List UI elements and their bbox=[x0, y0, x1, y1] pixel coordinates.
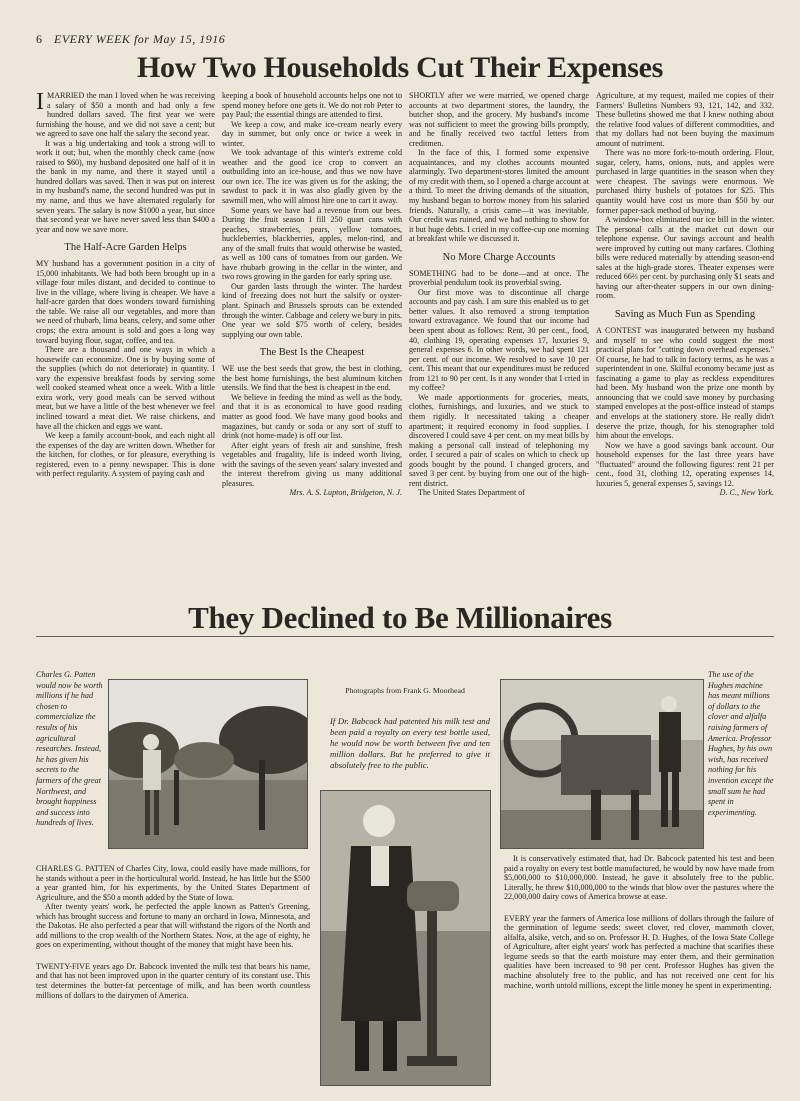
article1-column-3 bbox=[409, 91, 589, 609]
paragraph: SOMETHING had to be done—and at once. The proverbial pendulum took its proverbial swing. bbox=[409, 268, 589, 288]
hughes-caption: The use of the Hughes machine has meant millions of dollars to the clover and alfalfa raising farmers of America. Professor Hughes, by his own wish, has received nothing for his invention except the small sum he had spent in experimenting. bbox=[708, 670, 774, 817]
signature-dc: D. C., New York. bbox=[719, 488, 774, 498]
paragraph: MY husband has a government position in a city of 15,000 inhabitants. We had both been brought up in a village four miles distant, and decided to continue to live in the village, where living is cheaper. We have a half-acre garden that does wonders toward furnishing the table. We raise all our vegetables, and more than we need of rhubarb, lima beans, celery, and some other crops; the extra amount is sold and goes a long way toward buying flour, sugar, coffee, and tea. bbox=[36, 259, 215, 345]
paragraph: There are a thousand and one ways in which a housewife can economize. One is by buying some of the supplies (which do not deteriorate) in quantity. I vary the expensive breakfast foods by serving some well cooked steamed wheat once a week. With a little extra work, very good meals can be served without meat, but we have a little of the best whenever we feel inclined toward a meat diet. We raise chickens, and have all the chicken and eggs we want. bbox=[36, 345, 215, 431]
paragraph: keeping a book of household accounts helps one not to spend money before one gets it. We do not rob Peter to pay Paul; the essential things are attended to first. bbox=[222, 91, 402, 120]
photo-hughes-machine bbox=[500, 679, 704, 849]
running-header bbox=[36, 32, 225, 47]
paragraph: The United States Department of bbox=[418, 488, 525, 498]
paragraph: SHORTLY after we were married, we opened charge accounts at two department stores, the laundry, the butcher shop, and the grocery. My husband's income was not sufficient to meet the growing bills promptly, and he finally received two tactful letters from creditmen. bbox=[409, 91, 589, 148]
article2-right-body bbox=[504, 854, 774, 1092]
paragraph: A window-box eliminated our ice bill in the winter. The personal calls at the market cut down our telephone expense. Our savings account and health were improved by cutting out many carfares. Clothing bills were reduced materially by attending season-end sales at the high-grade stores. Theater expenses were reduced 66⅔ per cent. by purchasing only $1 seats and having our after-theater suppers in our own dining-room. bbox=[596, 215, 774, 301]
paragraph: We made apportionments for groceries, meats, clothes, furnishings, and luxuries, and we stuck to them rigidly. It necessitated taking a cheaper apartment; it required economy in food supplies. I discovered I could save 4 per cent. on my meat bills by making a personal call instead of telephoning my order. I secured a pair of scales on which to check up goods bought by the pound. I changed grocers, and saved 3 per cent. by buying from one out of the high-rent district. bbox=[409, 392, 589, 488]
paragraph: It is conservatively estimated that, had Dr. Babcock patented his test and been paid a royalty on every test bottle manufactured, he would by now have made from $5,000,000 to $10,000,000. Instead, he gave it absolutely free to the public. Literally, he threw $10,000,000 to the winds that blow over the pastures where the 22,000,000 dairy cows of America browse at ease. bbox=[504, 854, 774, 902]
subhead-half-acre-garden: The Half-Acre Garden Helps bbox=[64, 242, 187, 254]
subhead-saving-as-much-fun: Saving as Much Fun as Spending bbox=[614, 309, 756, 321]
hughes-illustration bbox=[501, 680, 704, 849]
paragraph: WE use the best seeds that grow, the best in clothing, the best home furnishings, the best aluminum kitchen utensils. We find that the best is cheapest in the end. bbox=[222, 364, 402, 393]
paragraph: We keep a cow, and make ice-cream nearly every day in summer, but only once or twice a week in winter. bbox=[222, 119, 402, 148]
photo-credit: Photographs from Frank G. Moorhead bbox=[345, 686, 465, 695]
signature-lupton: Mrs. A. S. Lupton, Bridgeton, N. J. bbox=[289, 488, 402, 498]
babcock-illustration bbox=[321, 791, 491, 1086]
paragraph: After twenty years' work, he perfected the apple known as Patten's Greening, which has brought success and fortune to many an orchard in Iowa, Minnesota, and the Dakotas. He also perfected a pear that will withstand the rigors of the North and add millions to the crop wealth of the Northern States. Now, at the age of eighty, he goes on experimenting, without thought of the money that might have been his. bbox=[36, 902, 310, 950]
paragraph: Agriculture, at my request, mailed me copies of their Farmers' Bulletins Numbers 93, 121, 142, and 332. These bulletins showed me that I knew nothing about the relative food values of different commodities, and that my dollars had not been buying the maximum amount of nutriment. bbox=[596, 91, 774, 148]
paragraph: Our garden lasts through the winter. The hardest kind of freezing does not hurt the salsify or oyster-plant. Spinach and Brussels sprouts can be extended through the winter. Cabbage and celery we bury in pits. One year we sold $75 worth of celery, besides supplying our own table. bbox=[222, 281, 402, 339]
subhead-best-is-cheapest: The Best Is the Cheapest bbox=[259, 347, 365, 359]
babcock-quote: If Dr. Babcock had patented his milk test and been paid a royalty on every test bottle used, he would now be worth between five and ten million dollars. But he preferred to give it absolutely free to the public. bbox=[330, 716, 490, 770]
paragraph: We keep a family account-book, and each night all the expenses of the day are written down. Whether for the kitchen, for clothes, or for pleasure, everything is registered, even to a penny newspaper. This is done with perfect regularity. A system of paying cash and bbox=[36, 431, 215, 479]
page-number: 6 bbox=[36, 32, 43, 46]
subhead-no-more-charge-accounts: No More Charge Accounts bbox=[442, 251, 556, 263]
paragraph: After eight years of fresh air and sunshine, fresh vegetables and frugality, life is indeed worth living, with the savings of the seven years' salary invested and the interest therefrom giving us many additional pleasures. bbox=[222, 440, 402, 488]
article1-title: How Two Households Cut Their Expenses bbox=[137, 51, 663, 84]
paragraph: It was a big undertaking and took a strong will to work it out; but, when the monthly check came (now raised to $60), my husband deposited one half of it in the bank in my name, and there it stayed until a hundred dollars was saved. Then it was put on interest in my husband's name, the second hundred was put in my name, and thus we have alternated regularly for seven years. The salary is now $1000 a year, but since that second year we have never saved less than $400 a year and now we save more. bbox=[36, 138, 215, 234]
paragraph: In the face of this, I formed some expensive acquaintances, and my clothes accounts mounted alarmingly. Two department-stores limited the amount of my credit with them, so I opened a charge account at a third. To meet the driving demands of the situation, my husband began to borrow money from his salaried friends. Naturally, a crisis came—it was inevitable. Our credit was ruined, and we had nothing to show for it but huge debts. I cried in my coffee-cup one morning at breakfast while we discussed it. bbox=[409, 148, 589, 244]
photo-babcock bbox=[320, 790, 491, 1086]
article2-left-body bbox=[36, 864, 310, 1092]
running-title: EVERY WEEK for May 15, 1916 bbox=[54, 32, 226, 46]
article1-column-1 bbox=[36, 91, 215, 609]
paragraph: IMARRIED the man I loved when he was receiving a salary of $50 a month and had only a few hundred dollars saved. The first year we were furnishing the house, and we did not save a cent; but we agreed to save one half the salary the second year. bbox=[36, 91, 215, 139]
article1-column-4 bbox=[596, 91, 774, 609]
paragraph: TWENTY-FIVE years ago Dr. Babcock invented the milk test that bears his name, and that has not been improved upon in the quarter century of its constant use. This test determines the butter-fat percentage of milk, and has been worth countless millions of dollars to the dairymen of America. bbox=[36, 961, 310, 1000]
paragraph: Our first move was to discontinue all charge accounts and pay cash. I am sure this enabled us to get better values. It also removed a strong temptation toward extravagance. We found that our income had been spent about as follows: Rent, 30 per cent., food, 40, clothing 19, operating expenses 17, luxuries 9, general expenses 6. In other words, we had spent 121 per cent. of our income. We resolved to save 10 per cent. This meant that our expenditures must be reduced from 121 to 90 per cent. Is it any wonder that I cried in my coffee? bbox=[409, 287, 589, 393]
paragraph: Now we have a good savings bank account. Our household expenses for the last three years have "fluctuated" around the following figures: rent 21 per cent., food 31, clothing 12, operating expenses 14, luxuries 5, general expenses 5, savings 12. bbox=[596, 440, 774, 488]
article2-title: They Declined to Be Millionaires bbox=[188, 600, 612, 635]
paragraph: There was no more fork-to-mouth ordering. Flour, sugar, celery, hams, onions, nuts, and apples were purchased in large quantities in the season when they were cheapest. The savings were enormous. We purchased thirty bushels of potatoes for $25. This quantity would have cost us more than $50 by our former paper-sack method of buying. bbox=[596, 148, 774, 215]
patten-caption: Charles G. Patten would now be worth millions if he had chosen to commercialize the results of his agricultural researches. Instead, he has given his secrets to the farmers of the great Northwest, and brought happiness and success into hundreds of lives. bbox=[36, 670, 103, 828]
article1-column-2 bbox=[222, 91, 402, 609]
paragraph: We took advantage of this winter's extreme cold weather and the good ice crop to convert an outbuilding into an ice-house, and thus we now have our own ice. The ice was given us for the asking; the sawdust to pack it in was also gladly given by the sawmill men, who will almost hire one to cart it away. bbox=[222, 148, 402, 206]
orchard-illustration bbox=[109, 680, 308, 849]
paragraph: Some years we have had a revenue from our bees. During the fruit season I fill 250 quart cans with peaches, strawberries, pears, yellow tomatoes, huckleberries, blackberries, apples, melon-rind, and any of the small fruits that would otherwise be wasted, as well as 100 cans of tomatoes from our garden. We have rhubarb growing in the cellar in the winter, and two rows growing in the garden for early spring use. bbox=[222, 205, 402, 282]
photo-patten-orchard bbox=[108, 679, 308, 849]
paragraph: A CONTEST was inaugurated between my husband and myself to see who could suggest the most practical plans for "cutting down overhead expenses." Of course, he had to talk in factory terms, as he was a superintendent in one. Skilful economy became just as fascinating a game to play as reckless expenditures had been. My husband won the prize one month by announcing that we could save money by purchasing stamped envelopes at the post-office instead of stamps and envelops at the stationery store. He really didn't deserve the prize, though, for his stenographer told him about the envelops. bbox=[596, 326, 774, 441]
paragraph: CHARLES G. PATTEN of Charles City, Iowa, could easily have made millions, for he stands without a peer in the horticultural world. Instead, he has little but the $500 a year granted him, for his experiments, by the United States Department of Agriculture, and the $50 a month added by the State of Iowa. bbox=[36, 864, 310, 902]
section-rule bbox=[36, 636, 774, 637]
paragraph: EVERY year the farmers of America lose millions of dollars through the failure of the germination of legume seeds: sweet clover, red clover, mammoth clover, alfalfa, alsike, vetch, and so on. Professor H. D. Hughes, of the Iowa State College of Agriculture, after eight years' work has perfected a machine that scarifies these legume seeds so that the earth moisture may enter them, and their germination qualities have been increased to 98 per cent. Professor Hughes has given the machine absolutely free to the public, and has not received one cent for his machine, worth untold millions, except the little money he spent in experimenting. bbox=[504, 913, 774, 990]
paragraph: We believe in feeding the mind as well as the body, and that it is as economical to have good reading matter as good food. We have many good books and magazines, but candy or soda or any sort of stuff to drink (not home-made) is off our list. bbox=[222, 392, 402, 441]
